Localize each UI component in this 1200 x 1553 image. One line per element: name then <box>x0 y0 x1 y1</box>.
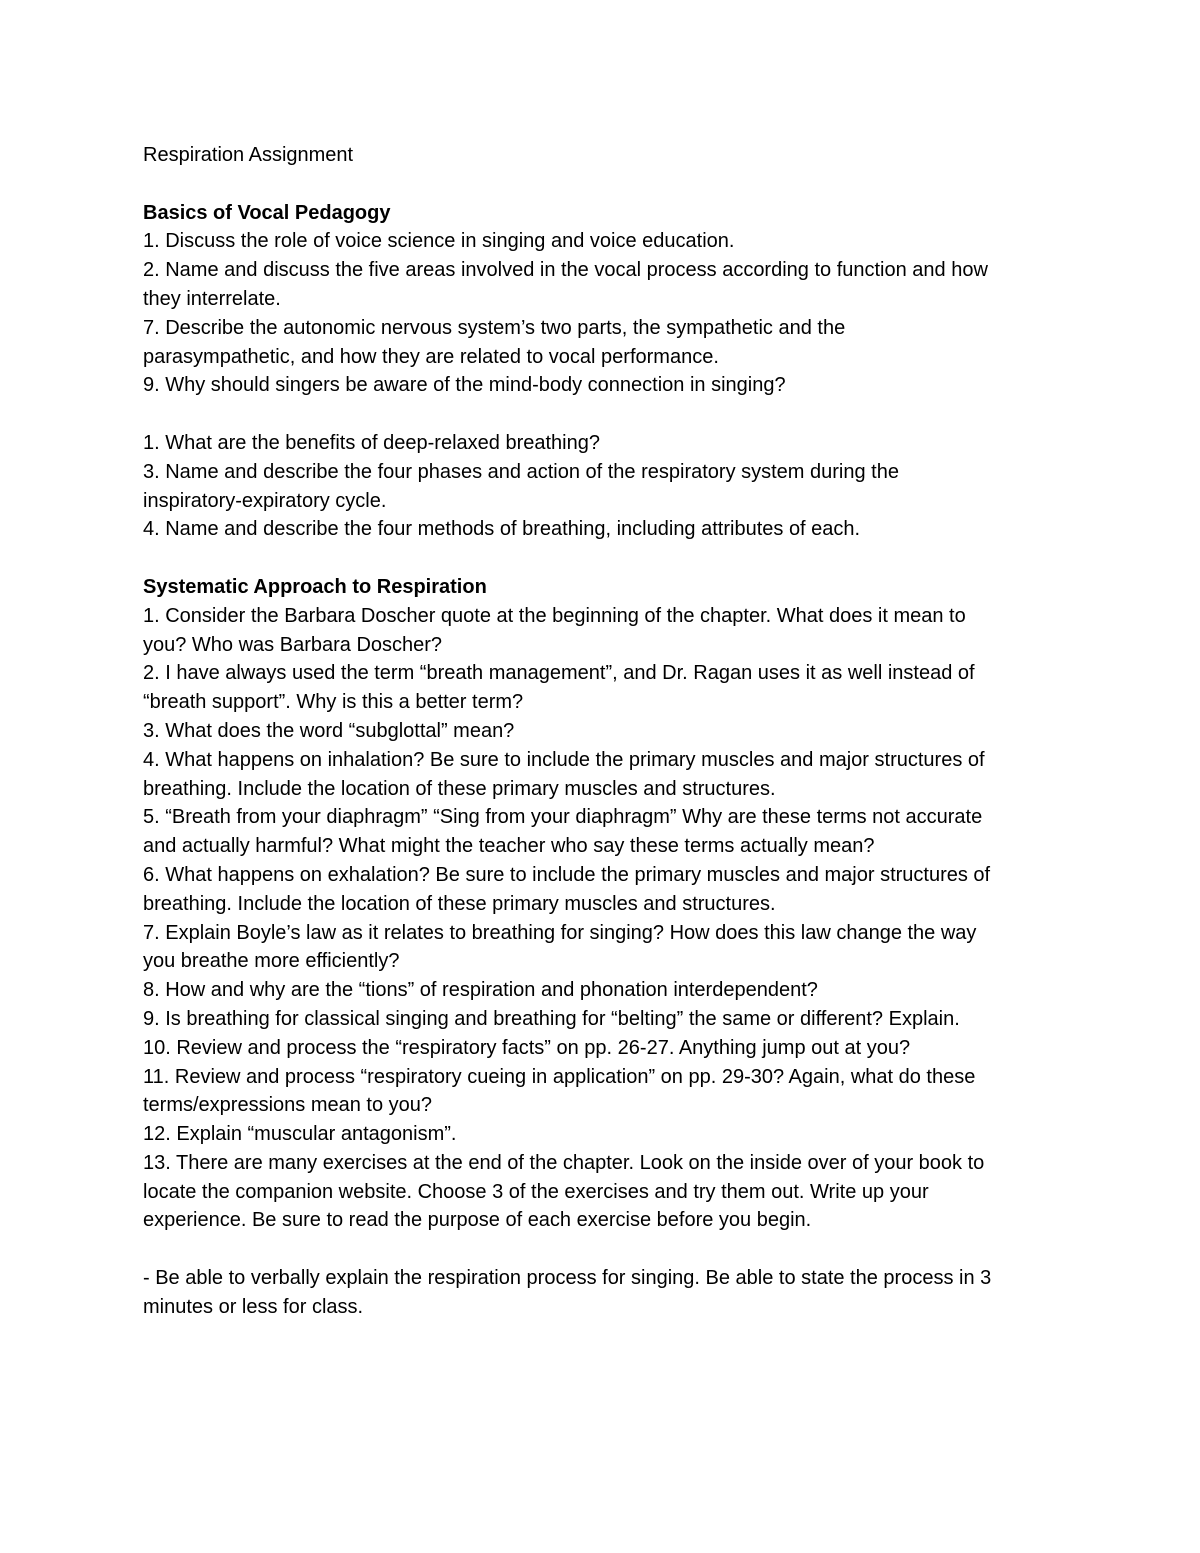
spacer <box>143 400 1073 429</box>
systematic-line: 7. Explain Boyle’s law as it relates to breathing for singing? How does this law change the way <box>143 921 977 944</box>
systematic-line: 9. Is breathing for classical singing and breathing for “belting” the same or different? Explain. <box>143 1007 960 1030</box>
systematic-line: terms/expressions mean to you? <box>143 1094 433 1117</box>
section-heading-basics: Basics of Vocal Pedagogy <box>143 201 391 224</box>
basics-line: 7. Describe the autonomic nervous system’s two parts, the sympathetic and the <box>143 316 846 339</box>
document-title: Respiration Assignment <box>143 144 354 166</box>
systematic-line: 1. Consider the Barbara Doscher quote at the beginning of the chapter. What does it mean to <box>143 604 966 627</box>
systematic-line: 6. What happens on exhalation? Be sure to include the primary muscles and major structures of <box>143 863 991 886</box>
basics-line: 1. Discuss the role of voice science in singing and voice education. <box>143 230 735 253</box>
systematic-line: “breath support”. Why is this a better term? <box>143 691 524 714</box>
systematic-line: you? Who was Barbara Doscher? <box>143 633 443 656</box>
spacer <box>143 1235 1073 1264</box>
basics-line: 9. Why should singers be aware of the mind-body connection in singing? <box>143 374 786 397</box>
systematic-line: 12. Explain “muscular antagonism”. <box>143 1123 457 1146</box>
breathing-line: 3. Name and describe the four phases and action of the respiratory system during the <box>143 460 899 483</box>
systematic-line: 10. Review and process the “respiratory facts” on pp. 26-27. Anything jump out at you? <box>143 1036 911 1059</box>
breathing-line: 4. Name and describe the four methods of breathing, including attributes of each. <box>143 518 861 541</box>
systematic-line: 5. “Breath from your diaphragm” “Sing from your diaphragm” Why are these terms not accurate <box>143 806 983 829</box>
systematic-line: 13. There are many exercises at the end of the chapter. Look on the inside over of your book to <box>143 1151 985 1174</box>
basics-line: they interrelate. <box>143 287 281 310</box>
document-page <box>143 141 1073 1322</box>
systematic-line: experience. Be sure to read the purpose of each exercise before you begin. <box>143 1209 812 1232</box>
systematic-line: 4. What happens on inhalation? Be sure to include the primary muscles and major structures of <box>143 748 985 771</box>
breathing-line: 1. What are the benefits of deep-relaxed breathing? <box>143 431 600 454</box>
closing-line: - Be able to verbally explain the respiration process for singing. Be able to state the process in 3 <box>143 1267 992 1290</box>
systematic-line: and actually harmful? What might the teacher who say these terms actually mean? <box>143 835 875 858</box>
systematic-line: 11. Review and process “respiratory cueing in application” on pp. 29-30? Again, what do these <box>143 1065 976 1088</box>
basics-line: parasympathetic, and how they are related to vocal performance. <box>143 345 719 368</box>
breathing-line: inspiratory-expiratory cycle. <box>143 489 387 512</box>
spacer <box>143 544 1073 573</box>
systematic-line: 2. I have always used the term “breath management”, and Dr. Ragan uses it as well instead of <box>143 662 975 685</box>
systematic-line: breathing. Include the location of these primary muscles and structures. <box>143 777 776 800</box>
closing-line: minutes or less for class. <box>143 1295 364 1318</box>
systematic-line: 8. How and why are the “tions” of respiration and phonation interdependent? <box>143 979 818 1002</box>
systematic-line: breathing. Include the location of these primary muscles and structures. <box>143 892 776 915</box>
basics-line: 2. Name and discuss the five areas involved in the vocal process according to function and how <box>143 259 988 282</box>
systematic-line: 3. What does the word “subglottal” mean? <box>143 719 515 742</box>
systematic-line: you breathe more efficiently? <box>143 950 400 973</box>
systematic-line: locate the companion website. Choose 3 of the exercises and try them out. Write up your <box>143 1180 929 1203</box>
spacer <box>143 170 1073 199</box>
section-heading-systematic: Systematic Approach to Respiration <box>143 575 487 598</box>
